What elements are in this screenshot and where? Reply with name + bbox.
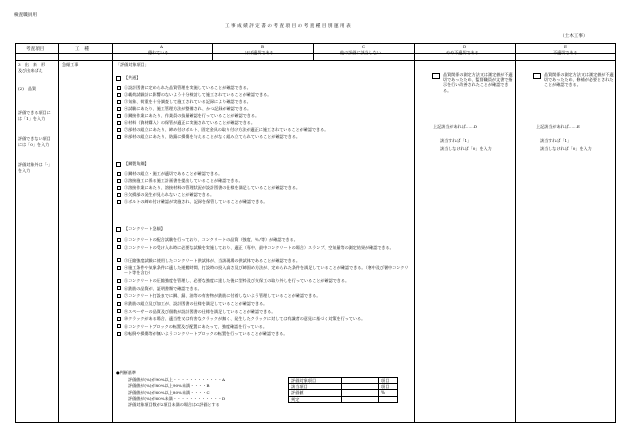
section-steel-title: 【鋼製角鋼】 [124,161,149,166]
item-text: ⑤ボルトの締め付け確認が実施され、記録を保管していることが確認できる。 [124,199,268,204]
item-text: ⑧部材の組立にあたり、防錆に損傷を与えることがなく組み立てられていることが確認できる。 [124,134,301,139]
summary-label: 判定 [289,396,342,402]
note-excluded: 評価対象外は「-」 [18,162,53,167]
grade-a-letter: A [160,44,163,49]
item-checkbox[interactable] [117,332,121,336]
main-table-frame [15,43,616,423]
item-text: ①鋼材の組立・施工が適切であることが確認できる。 [124,171,223,176]
item-checkbox[interactable] [117,258,121,262]
item-checkbox[interactable] [117,172,121,176]
col-header-item: 考査項目 [26,47,45,52]
note-not-evaluable: 評価できない項目 [18,136,51,141]
work-type: 急傾工事 [62,62,79,67]
item-text: ⑤鋼接作業にあたり、作業員の技量確認を行っていることが確認できる。 [124,113,260,118]
item-text: ④試験にあたり、施工管理方法が整備され、かつ記録が確認できる。 [124,106,252,111]
item-checkbox[interactable] [117,294,121,298]
col-header-type: 工 種 [75,47,89,52]
item-checkbox[interactable] [117,100,121,104]
grade-c-letter: C [362,44,366,49]
item-checkbox[interactable] [117,86,121,90]
summary-unit: 項目 [379,384,398,390]
col-divider-2 [112,43,113,423]
item-checkbox[interactable] [117,114,121,118]
item-checkbox[interactable] [117,279,121,283]
grade-e-rule: 上記該当があれば……E [536,124,580,129]
item-checkbox[interactable] [117,135,121,139]
item-checkbox[interactable] [117,302,121,306]
grade-d-description: 品質関係の測定方法又は測定値が不適切であったため、監督職員が文書で指示を行い改善されたことが確認できる。 [443,72,513,93]
note-evaluable-cont: は「1」を入力 [18,116,46,121]
grade-b-letter: B [261,44,265,49]
item-text: ③圧縮強度試験に使用したコンクリート供試体が、当該現場の供試体であることが確認できる。 [124,257,300,263]
item-text: ③溶接作業にあたり、溶接材料の管理状況が設計図書の仕様を満足していることが確認できる。 [124,185,301,190]
item-checkbox[interactable] [117,93,121,97]
section-concrete-checkbox[interactable] [116,227,121,232]
item-checkbox[interactable] [117,107,121,111]
item-text: ⑩クラックがある場合、適当性又は有害なクラックが無く、発生したクラックに対しては有識者の意見に基づく対策を行っている。 [124,316,366,322]
summary-label: 評価値 [289,390,342,396]
category-tag: （土木工事） [560,34,588,39]
item-text: ⑥材料（資材購入）の保管が適正に実施されていることが確認できる。 [124,120,255,125]
item-checkbox[interactable] [117,324,121,328]
grade-b-desc: ほぼ適切である [245,50,274,55]
item-text: ②コンクリートの受け入れ時に必要な試験を実施しており、適正（専中、最中コンクリートの場合）スランプ、空気量等の測定結果が確認できる。 [124,244,394,250]
grade-e-judge-yes: 該当すれば「1」 [540,138,572,143]
note-evaluable: 評価できる項目に [18,110,51,115]
item-checkbox[interactable] [117,121,121,125]
col-divider-5 [414,43,415,423]
grade-d-judge-yes: 該当すれば「1」 [440,138,472,143]
item-text: ⑧鉄筋の組立及び加工が、設計図書の仕様を満足していることが確認できる。 [124,301,268,306]
criteria-line: 評価値が(%)が80%以上90%未満・・・・B [128,383,210,389]
item-text: ⑫転倒や損傷等が無いようコンクリートブロックの転置を行っていることが確認できる。 [124,331,288,337]
grade-d-rule: 上記該当があれば……D [433,124,478,129]
item-checkbox[interactable] [117,245,121,249]
item-checkbox[interactable] [117,266,121,270]
sub-item-quality: (2) 品質 [18,86,37,91]
col-divider-6 [515,43,516,423]
grade-e-letter: E [564,44,567,49]
col-divider-1 [58,43,59,423]
criteria-line: 評価値が(%)が60%未満・・・・・・・・・・・・D [128,395,226,401]
grade-header-divider [15,53,616,54]
item-text: ⑥鉄筋の品質が、証明書類で確認できる。 [124,285,202,291]
item-text: ①設計図書に定められた品質管理を実施していることが確認できる。 [124,85,251,90]
summary-unit: 項目 [379,378,398,384]
summary-value-cell[interactable] [342,396,379,402]
item-checkbox[interactable] [117,317,121,321]
item-text: ⑪コンクリートブロックの転置及び配置にあたって、強度確認を行っている。 [124,323,267,329]
item-checkbox[interactable] [117,128,121,132]
document-title: 工 事 成 績 評 定 書 の 考 査 項 目 の 考 査 種 目 別 運 用 表 [225,24,351,29]
summary-label: 評価対象項目 [289,378,342,384]
grade-d-checkbox[interactable] [432,73,440,79]
item-number-cont: 及び出来ばえ [18,68,43,73]
col-divider-3 [212,43,213,60]
criteria-line: 評価値が(%)が60%以上80%未満・・・・C [128,389,210,395]
section-concrete-title: 【コンクリート急傾】 [124,226,165,231]
item-text: ⑤コンクリートの圧縮強度を管理し、必要な強度に達した後に型枠及び支保工の取り外しを行っていることが確認できる。 [124,278,350,284]
item-checkbox[interactable] [117,186,121,190]
grade-a-desc: 優れている [148,50,169,55]
summary-row [289,396,398,402]
item-text: ③気象、荷重を十分調査して施工されている記録により確認できる。 [124,99,251,104]
grade-d-letter: D [463,44,467,49]
item-checkbox[interactable] [117,309,121,313]
item-text: ⑦コンクリート打設までに鋼、錆、油等の有害物が鉄筋に付着しないよう管理していることが確認できる。 [124,293,321,299]
item-text: ④施工条件や気象条件に適した運搬時間、打設時の投入高さ及び締固め方法が、定められた条件を満足していることが確認できる。（寒中及び暑中コンクリート等を含む） [124,265,409,276]
criteria-line: 評価対象項目数が2項目未満の場合はC評価とする [128,402,220,408]
item-text: ①コンクリートの配合試験を行っており、コンクリートの品質（強度、％ﾉ等）が確認できる。 [124,237,298,242]
grade-e-desc: 不適切である [553,50,578,55]
grade-e-judge-no: 該当しなければ「0」を入力 [540,146,592,151]
eval-heading: 「評価対象項目」 [116,62,149,67]
summary-unit: % [379,390,398,396]
item-text: ⑦部材の組立にあたり、締め付けボルト、固定金具の取り付け方法が適正に施工されていることが確認できる。 [124,127,329,132]
summary-table [288,377,398,403]
item-text: ⑨スペーサーの品質及び個数が設計図書の仕様を満足していることが確認できる。 [124,308,276,314]
criteria-title: ●判断基準 [116,370,136,375]
note-not-evaluable-cont: には「0」を入力 [18,142,50,147]
grade-d-desc: やや不適切である [446,50,479,55]
item-checkbox[interactable] [117,179,121,183]
item-checkbox[interactable] [117,200,121,204]
col-divider-4 [313,43,314,60]
item-text: ②載荷試験計に影響のないよう十分検討して施工されていることが確認できる。 [124,92,272,97]
item-text: ④欠損部の発生が見られないことが確認できる。 [124,192,215,197]
header-bottom-divider [15,60,616,61]
section-steel-checkbox[interactable] [116,162,121,167]
criteria-line: 評価値が(%)が90%以上・・・・・・・・・・・・A [128,377,225,382]
item-text: ②溶接施工に係る施工計画書を提出していることが確認できる。 [124,178,243,183]
item-number: 3 出 来 形 [18,62,46,67]
grade-c-desc: 他の評価に該当しない [340,50,381,55]
section-common-checkbox[interactable] [116,76,121,81]
item-checkbox[interactable] [117,193,121,197]
summary-label: 該当項目 [289,384,342,390]
corner-label: 検査職員用 [14,13,37,18]
grade-e-description: 品質関係の測定方法又は測定値が不適切であったため、修補が必要とされたことが確認できる。 [544,72,614,88]
grade-d-judge-no: 該当しなければ「0」を入力 [440,146,492,151]
summary-unit [379,396,398,402]
note-excluded-cont: を入力 [18,168,31,173]
item-checkbox[interactable] [117,238,121,242]
grade-e-checkbox[interactable] [533,73,541,79]
section-common-title: 【共通】 [124,75,141,80]
item-checkbox[interactable] [117,286,121,290]
